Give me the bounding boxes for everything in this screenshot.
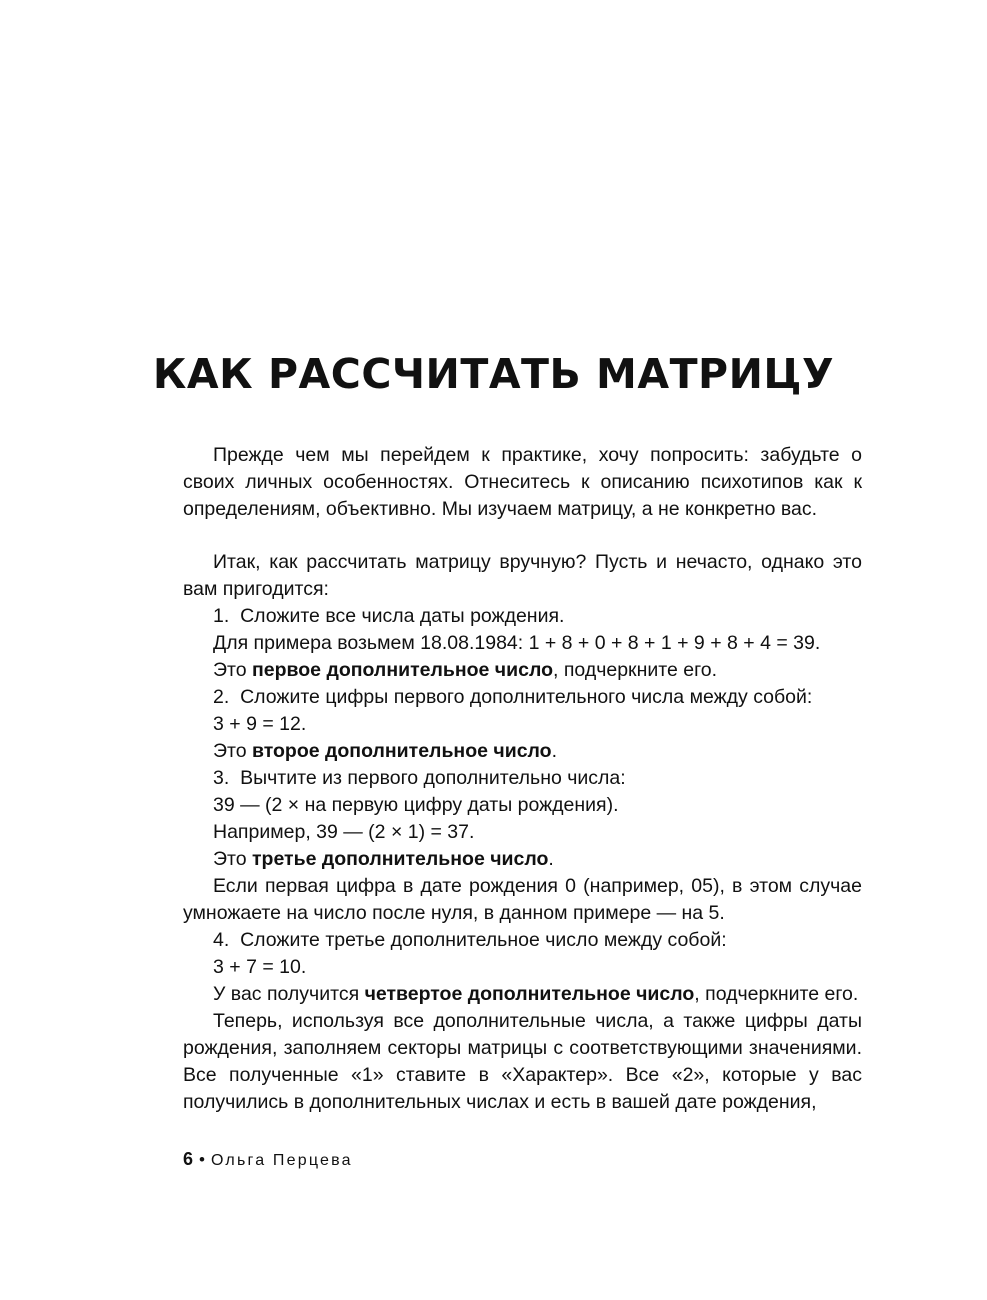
step-4-example: 3 + 7 = 10. — [213, 956, 307, 978]
step-3-example: Например, 39 — (2 × 1) = 37. — [213, 821, 475, 843]
step-1-example: Для примера возьмем 18.08.1984: 1 + 8 + 0 + 8 + 1 + 9 + 8 + 4 = 39. — [213, 632, 821, 654]
step-3-formula: 39 — (2 × на первую цифру даты рождения). — [213, 794, 619, 816]
footer-bullet: • — [199, 1150, 205, 1169]
question-paragraph: Итак, как рассчитать матрицу вручную? Пусть и нечасто, однако это вам пригодится: — [183, 551, 862, 600]
step-3-note: Если первая цифра в дате рождения 0 (например, 05), в этом случае умножаете на число после нуля, в данном примере — на 5. — [183, 875, 862, 924]
step-2-result: Это второе дополнительное число. — [213, 740, 558, 762]
second-extra-number-term: второе дополнительное число — [252, 740, 552, 762]
first-extra-number-term: первое дополнительное число — [252, 659, 554, 681]
step-3-line: 3. Вычтите из первого дополнительно числа: — [213, 767, 626, 789]
page-footer — [183, 1147, 353, 1173]
step-2-example: 3 + 9 = 12. — [213, 713, 307, 735]
fourth-extra-number-term: четвертое дополнительное число — [364, 983, 695, 1005]
closing-paragraph: Теперь, используя все дополнительные числа, а также цифры даты рождения, заполняем секторы матрицы с соответствующими значениями. Все полученные «1» ставите в «Характер». Все «2», которые у вас получились в дополнительных числах и есть в вашей дате рождения, — [183, 1010, 862, 1113]
step-2-line: 2. Сложите цифры первого дополнительного числа между собой: — [213, 686, 813, 708]
step-4-result: У вас получится четвертое дополнительное число, подчеркните его. — [213, 983, 859, 1005]
author-name: Ольга Перцева — [210, 1152, 353, 1169]
step-3-result: Это третье дополнительное число. — [213, 848, 554, 870]
step-4-line: 4. Сложите третье дополнительное число между собой: — [213, 929, 727, 951]
page-title: КАК РАССЧИТАТЬ МАТРИЦУ — [152, 350, 835, 398]
third-extra-number-term: третье дополнительное число — [252, 848, 549, 870]
page-number: 6 — [183, 1149, 194, 1169]
intro-paragraph: Прежде чем мы перейдем к практике, хочу попросить: забудьте о своих личных особенностях. Отнеситесь к описанию психотипов как к определениям, объективно. Мы изучаем матрицу, а не конкретно вас. — [183, 444, 862, 520]
step-1-result: Это первое дополнительное число, подчеркните его. — [213, 659, 718, 681]
step-1-line: 1. Сложите все числа даты рождения. — [213, 605, 565, 627]
